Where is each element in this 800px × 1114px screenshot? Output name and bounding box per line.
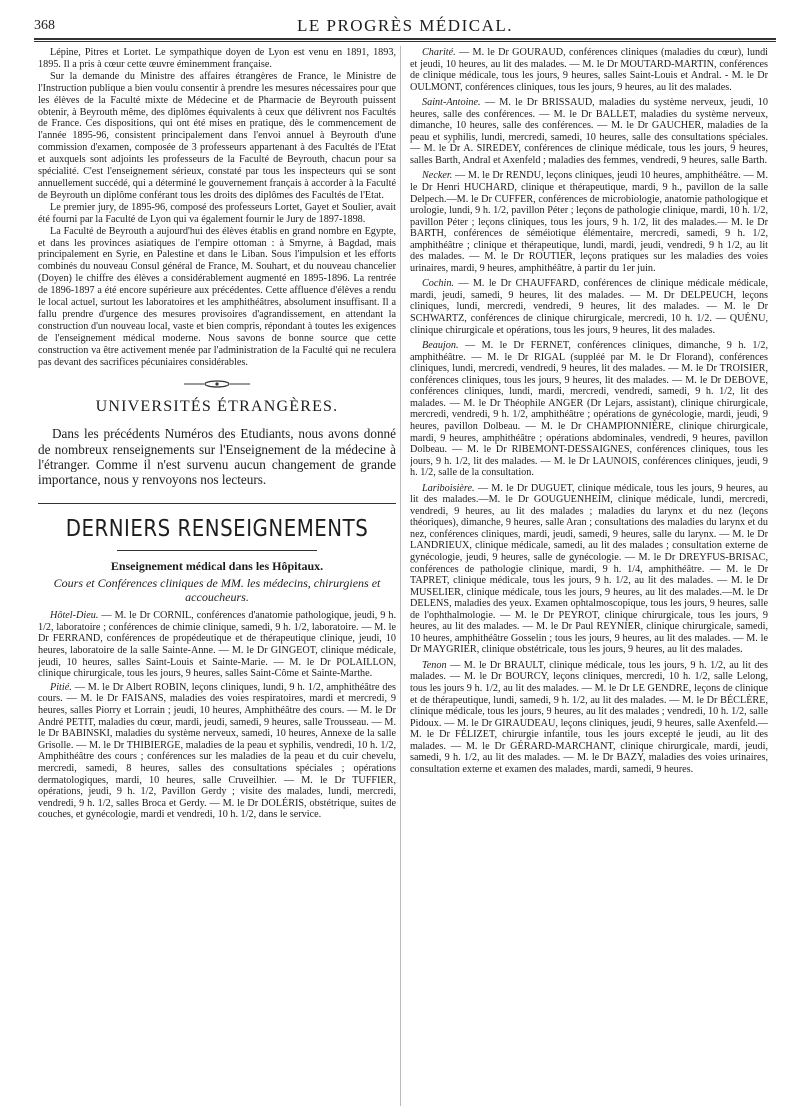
hospital-entry	[410, 170, 768, 274]
hospital-name: Tenon	[422, 659, 447, 671]
article-paragraph: Sur la demande du Ministre des affaires étrangères de France, le Ministre de l'Instruction publique a bien voulu consentir à prendre les mesures nécessaires pour que les élèves de la Faculté mixte de Médecine et de Pharmacie de Beyrouth puissent obtenir, à Beyrouth même, des diplômes équivalents à ceux que délivrent nos Facultés de France. Ces dispositions, qui ont été mises en pratique, dès le commencement de l'année 1895-96, consistent principalement dans l'envoi annuel à Beyrouth d'une commission d'examen, composée de 3 professeurs appartenant à des Facultés de l'Etat et auxquels sont adjoints les professeurs de la Faculté de Beyrouth, chacun pour sa spécialité. C'est l'enseignement sérieux, constaté par tous les inspecteurs qui se sont annuellement succédé, qui a déterminé le gouvernement français à accorder à la Faculté de Beyrouth un diplôme conférant tous les droits des diplômes des Facultés de l'Etat.	[38, 70, 396, 201]
article-paragraph: Lépine, Pitres et Lortet. Le sympathique doyen de Lyon est venu en 1891, 1893, 1895. Il a pris à cœur cette œuvre éminemment française.	[38, 47, 396, 70]
left-column	[38, 47, 396, 1109]
hospital-text: — M. le Dr Albert ROBIN, leçons cliniques, lundi, 9 h. 1/2, amphithéâtre des cours. — M. le Dr FAISANS, maladies des voies respiratoires, mardi et mercredi, 9 heures, salles Piorry et Lorrain ; jeudi, 10 heures, Amphithéâtre des cours. — M. le Dr André PETIT, maladies du cœur, mardi, jeudi, samedi, 9 heures, salle Trousseau. — M. le Dr BABINSKI, maladies du système nerveux, samedi, 10 heures, Annexe de la salle Grisolle. — M. le Dr THIBIERGE, maladies de la peau et syphilis, vendredi, 10 h. 1/2, Amphithéâtre des cours ; conférences sur les maladies de la peau et du cuir chevelu, mercredi, samedi, 8 heures, salles des consultations spéciales ; opérations dermatologiques, mardi, 10 heures, salle Cruveilhier. — M. le Dr TUFFIER, opérations, jeudi, 9 h. 1/2, Pavillon Gerdy ; visite des malades, lundi, mercredi, vendredi, 9 h. 1/2, salles Broca et Gerdy. — M. le Dr DOLÉRIS, obstétrique, suites de couches, et gynécologie, mardi et vendredi, 10 h. 1/2, dans le service.	[38, 681, 396, 821]
hospital-entry	[410, 278, 768, 336]
section-text-universites: Dans les précédents Numéros des Etudiants, nous avons donné de nombreux renseignements sur l'Enseignement de la médecine à l'étranger. Comme il n'est survenu aucun changement de grande importance, nous y renvoyons nos lecteurs.	[38, 426, 396, 488]
hospital-name: Saint-Antoine.	[422, 97, 481, 109]
hospital-name: Necker.	[422, 170, 453, 182]
hospital-text: — M. le Dr BRISSAUD, maladies du système nerveux, jeudi, 10 heures, salle des conférences. — M. le Dr BALLET, maladies du système nerveux, dimanche, 10 heures, salle des conférences. — M. le Dr GAUCHER, maladies de la peau et syphilis, lundi, mercredi, samedi, 10 heures, salle des consultations spéciales. — M. le Dr A. SIREDEY, conférences de clinique médicale, tous les jours, 9 heures, salles Barth, Andral et Axenfeld ; maladies des femmes, vendredi, 9 heures, salle Barth.	[410, 97, 768, 166]
ornament-icon	[182, 379, 252, 389]
hospital-entry	[410, 340, 768, 479]
hospital-text: — M. le Dr GOURAUD, conférences cliniques (maladies du cœur), lundi et jeudi, 10 heures, au lit des malades. — M. le Dr MOUTARD-MARTIN, conférences de clinique médicale, tous les jours, 9 heures, salles Saint-Louis et Andral. - M. le Dr OULMONT, conférences cliniques, tous les jours, 9 heures, au lit des malades.	[410, 47, 768, 93]
hospital-name: Pitié.	[50, 681, 72, 693]
hospital-name: Beaujon.	[422, 340, 459, 352]
hospital-name: Charité.	[422, 47, 456, 58]
derniers-title: DERNIERS RENSEIGNEMENTS	[65, 516, 369, 543]
hospital-name: Hôtel-Dieu.	[50, 610, 99, 622]
hospital-entry	[410, 660, 768, 775]
hospital-entry	[410, 97, 768, 166]
journal-title: LE PROGRÈS MÉDICAL.	[297, 16, 513, 35]
section-rule	[38, 503, 396, 504]
hospital-name: Cochin.	[422, 278, 454, 290]
hospital-text: — M. le Dr FERNET, conférences cliniques, dimanche, 9 h. 1/2, amphithéâtre. — M. le Dr RIGAL (suppléé par M. le Dr Florand), conférences cliniques, lundi, mercredi, vendredi, 9 heures, lit des malades. — M. le Dr TROISIER, conférences cliniques, tous les jours, 9 heures, lit des malades. — M. le Dr DEBOVE, conférences cliniques, lundi, mardi, mercredi, vendredi, samedi, 9 h. 1/2, lit des malades. — M. le Dr Théophile ANGER (Dr Lejars, assistant), clinique chirurgicale, mercredi, vendredi, 9 h. 1/2, amphithéâtre ; opérations de gynécologie, mardi, jeudi, 9 heures, pavillon Dolbeau. — M. le Dr CHAMPIONNIÈRE, clinique chirurgicale, mardi, 9 heures, amphithéâtre ; opérations abdominales, vendredi, 9 heures, pavillon Dolbeau. — M. le Dr RIBEMONT-DESSAIGNES, conférences cliniques, tous les jours, 9 h. 1/2, lit des malades. — M. le Dr LAUNOIS, conférences cliniques, jeudi, 9 h. 1/2, salle de la consultation.	[410, 340, 768, 479]
right-column	[410, 47, 768, 1109]
section-title-universites: UNIVERSITÉS ÉTRANGÈRES.	[95, 398, 339, 416]
hospital-name: Lariboisière.	[422, 482, 475, 494]
subhead-enseignement: Enseignement médical dans les Hôpitaux.	[110, 559, 324, 574]
hospital-text: — M. le Dr CHAUFFARD, conférences de clinique médicale médicale, mardi, jeudi, samedi, 9 heures, lit des malades. — M. Dr DELPEUCH, leçons cliniques, lundi, mercredi, vendredi, 9 heures, lit des malades. — M. le Dr SCHWARTZ, conférences de clinique chirurgicale, mercredi, 10 h. 1/2. — QUÉNU, clinique chirurgicale et opérations, tous les jours, 9 heures, lit des malades.	[410, 278, 768, 336]
hospital-text: — M. le Dr BRAULT, clinique médicale, tous les jours, 9 h. 1/2, au lit des malades. — M. le Dr BOURCY, leçons cliniques, mercredi, 10 h. 1/2, salle Lelong, tous les jours 9 h. 1/2, au lit des malades. — M. le Dr LE GENDRE, leçons de clinique et de thérapeutique, lundi, samedi, 9 h. 1/2, au lit des malades. — M. le Dr BÉCLÈRE, clinique médicale, tous les jours, 9 heures, au lit des malades ; vendredi, 10 h. 1/2, salle Pidoux. — M. le Dr GIRAUDEAU, leçons cliniques, jeudi, 9 heures, salle Axenfeld.— M. le Dr FÉLIZET, chirurgie infantile, tous les jours excepté le jeudi, au lit des malades. — M. le Dr GÉRARD-MARCHANT, clinique chirurgicale, mardi, jeudi, samedi, 9 h. 1/2, au lit des malades. — M. le Dr BAZY, maladies des voies urinaires, consultation externe et examen des malades, mardi, samedi, 9 heures.	[410, 659, 768, 775]
page-number: 368	[34, 18, 55, 33]
hospital-list-left	[38, 610, 396, 821]
header-rule-thin	[34, 41, 776, 42]
header-rule-thick	[34, 38, 776, 40]
column-separator	[400, 46, 401, 1106]
hospital-entry	[410, 483, 768, 656]
article-paragraph: La Faculté de Beyrouth a aujourd'hui des élèves établis en grand nombre en Egypte, et dans les provinces asiatiques de l'empire ottoman : à Smyrne, à Bagdad, mais principalement en Syrie, en Palestine et dans le Liban. Sous l'impulsion et les efforts combinés du nouveau Consul général de France, M. Souhart, et du nouveau chancelier (Doyen) le chiffre des élèves a considérablement augmenté en 1895-1896. La rentrée de 1896-1897 a été encore supérieure aux précédentes. Cette affluence d'élèves a rendu le local actuel, surtout les laboratoires et les amphithéâtres, absolument insuffisant. Il a fallu prendre d'urgence des mesures provisoires d'agrandissement, en attendant la construction d'un nouveau local, vaste et bien compris, répondant à toutes les exigences de l'enseignement médical moderne. Nous savons de bonne source que cette construction va être activement menée par l'administration de la Faculté qui ne reculera pas devant des sacrifices pécuniaires considérables.	[38, 225, 396, 368]
hospital-entry	[410, 47, 768, 93]
article-paragraph: Le premier jury, de 1895-96, composé des professeurs Lortet, Gayet et Soulier, avait été fourni par la Faculté de Lyon qui va également fournir le Jury de 1897-1898.	[38, 201, 396, 225]
beyrouth-article	[38, 47, 396, 368]
hospital-text: — M. le Dr CORNIL, conférences d'anatomie pathologique, jeudi, 9 h. 1/2, laboratoire ; conférences de chimie clinique, samedi, 9 h. 1/2, laboratoire. — M. le Dr FERRAND, conférences de propédeutique et de thérapeutique clinique, jeudi, 10 heures, laboratoire de la salle Sainte-Anne. — M. le Dr GINGEOT, clinique médicale, jeudi, 10 heures, salles Saint-Louis et Sainte-Marie. — M. le Dr POLAILLON, clinique chirurgicale, tous les jours, 9 heures, salles Saint-Côme et Sainte-Marthe.	[38, 610, 396, 680]
subhead-cours: Cours et Conférences cliniques de MM. les médecins, chirurgiens et accoucheurs.	[53, 576, 381, 605]
ornament-divider	[38, 376, 396, 386]
derniers-underline	[117, 550, 317, 551]
hospital-text: — M. le Dr DUGUET, clinique médicale, tous les jours, 9 heures, au lit des malades.—M. le Dr GOUGUENHEIM, clinique médicale, lundi, mercredi, vendredi, 9 heures, au lit des malades ; maladies du larynx et du nez (leçons théoriques), dimanche, 9 heures, salle Aran ; consultations des maladies du larynx et du nez, conférences cliniques, mardi, jeudi, samedi, 9 heures, salle du larynx. — M. le Dr LANDRIEUX, clinique médicale, samedi, au lit des malades ; consultation externe de gynécologie, jeudi, 9 heures, salle de gynécologie. — M. le Dr DREYFUS-BRISAC, conférences de pathologie clinique, mardi, 9 h. 1/4, amphithéâtre. — M. le Dr TAPRET, clinique médicale, tous les jours, 9 h. 1/2, au lit des malades. — M. le Dr MUSELIER, clinique médicale, tous les jours, 9 heures, au lit des malades.—M. le Dr DELENS, maladies des yeux. Examen ophtalmoscopique, tous les jours, 9 heures, salle de l'ophthalmologie. — M. le Dr PEYROT, clinique chirurgicale, tous les jours, 9 heures, au lit des malades. — M. le Dr Paul REYNIER, clinique chirurgicale, samedi, 10 heures, amphithéâtre Gosselin ; tous les jours, 9 heures, au lit des malades. — M. le Dr MAYGRIER, clinique obstétricale, tous les jours, 9 heures, au lit des malades.	[410, 482, 768, 656]
hospital-entry	[38, 682, 396, 821]
page-header	[34, 14, 776, 36]
hospital-text: — M. le Dr RENDU, leçons cliniques, jeudi 10 heures, amphithéâtre. — M. le Dr Henri HUCHARD, clinique et thérapeutique, mardi, 9 h., pavillon de la salle Delpech.—M. le Dr CUFFER, conférences de microbiologie, anatomie pathologique et urologie, lundi, 9 h. 1/2, pavillon Péter ; leçons de pathologie clinique, mardi, 10 h. 1/2, pavillon Péter ; leçons cliniques, tous les jours, 9 h. 1/2, lit des malades.— M. le Dr BARTH, conférences de séméiotique élémentaire, mercredi, samedi, 9 h. 1/2, amphithéâtre ; clinique et thérapeutique, lundi, mardi, jeudi, vendredi, 9 h 1/2, au lit des malades. — M. le Dr ROUTIER, leçons pratiques sur les maladies des voies urinaires, mardi, 9 heures, amphithéâtre, à partir du 1er juin.	[410, 170, 768, 274]
hospital-entry	[38, 610, 396, 680]
